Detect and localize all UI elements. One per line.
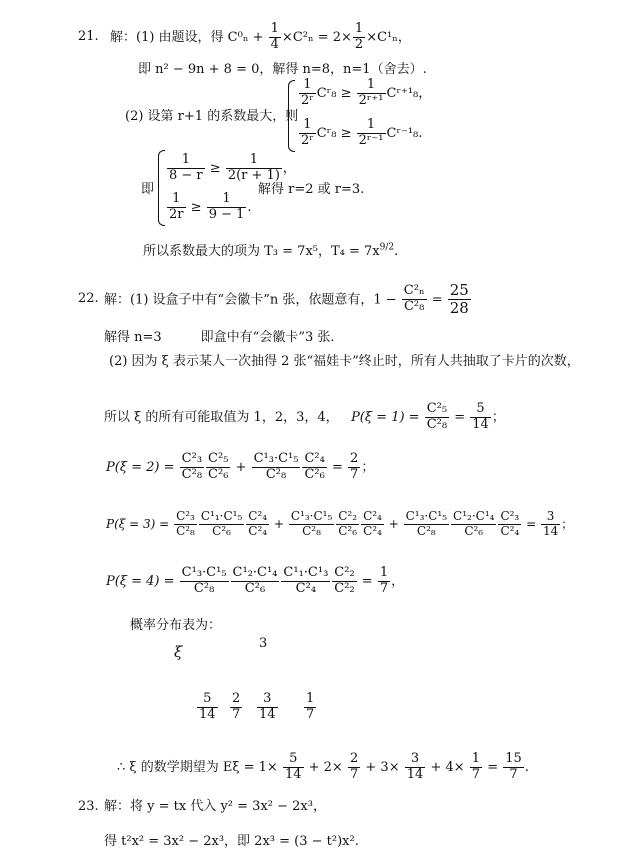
q22-line2: 解得 n=3 即盒中有“会徽卡”3 张. [104, 330, 335, 345]
q22-number: 22. [78, 291, 99, 306]
q21-system1-row1: $\frac{1}{\text{2ʳ}}$ Cʳ₈ ≥ $\frac{1}{\text{2ʳ⁺¹}}$ Cʳ⁺¹₈， [301, 77, 432, 108]
q22-line4: 所以 ξ 的所有可能取值为 1，2，3，4， P(ξ = 1) = $\frac{\text{C²₅}}{\text{C²₈}}$ = $\frac{5}{14}$ ； [104, 401, 505, 432]
q21-line1-text-a: 解：(1) 由题设，得 C [110, 29, 238, 45]
q21-line1-text-d: ×C¹ₙ， [366, 29, 411, 45]
q22-dist-xi: ξ [174, 643, 183, 661]
q22-line3: (2) 因为 ξ 表示某人一次抽得 2 张“福娃卡”终止时，所有人共抽取了卡片的次数， [109, 354, 580, 369]
q22-dist-prob-1: $\frac{5}{14}$ [199, 691, 216, 722]
q21-system1-row2: $\frac{1}{\text{2ʳ}}$ Cʳ₈ ≥ $\frac{1}{\text{2ʳ⁻¹}}$ Cʳ⁻¹₈. [301, 117, 423, 148]
q22-prob-3: P(ξ = 3) = $\frac{\text{C²₃}}{\text{C²₈}}$ $\frac{\text{C¹₁·C¹₅}}{\text{C²₆}}$ $\frac{\text{C²₄}}{\text{C²₄}}$ + $\frac{\text{C¹₃·C¹₅}}{\text{C²₈}}$ $\frac{\text{C²₂}}{\text{C²₆}}$ $\frac{\text{C²₄}}{\text{C²₄}}$ + $\frac{\text{C¹₃·C¹₅}}{\text{C²₈}}$ $\frac{\text{C¹₂·C¹₄}}{\text{C²₆}}$ $\frac{\text{C²₃}}{\text{C²₄}}$ = $\frac{3}{14}$ ； [106, 509, 574, 538]
q22-line1: 解：(1) 设盒子中有“会徽卡”n 张，依题意有，1 − $\frac{\text{C²ₙ}}{\text{C²₈}}$ = $\frac{25}{28}$ [104, 281, 469, 318]
q21-system2-row2: $\frac{1}{2r}$ ≥ $\frac{1}{9 - 1}$ . [169, 191, 252, 222]
q21-line2: 即 n² − 9n + 8 = 0，解得 n=8，n=1（舍去）. [138, 62, 427, 77]
q21-line1 [110, 22, 411, 53]
q22-expectation: ∴ ξ 的数学期望为 Eξ = 1× $\frac{5}{14}$ + 2× $\frac{2}{7}$ + 3× $\frac{3}{14}$ + 4× $\frac{1}{7}$ = $\frac{15}{7}$ . [117, 751, 529, 782]
q23-line1: 解：将 y = tx 代入 y² = 3x² − 2x³， [104, 799, 326, 814]
q22-prob-2: P(ξ = 2) = $\frac{\text{C²₃}}{\text{C²₈}}$ $\frac{\text{C²₅}}{\text{C²₆}}$ + $\frac{\text{C¹₃·C¹₅}}{\text{C²₈}}$ $\frac{\text{C²₄}}{\text{C²₆}}$ = $\frac{2}{7}$ ； [106, 451, 375, 482]
q21-system-brace-1 [288, 80, 295, 152]
q21-system2-row1: $\frac{1}{8 - r}$ ≥ $\frac{1}{2(r + 1)}$ ， [169, 152, 296, 183]
q21-frac-1-4: $\frac{1}{4}$ [270, 21, 279, 52]
q21-number: 21. [78, 29, 99, 44]
q21-line1-text-c: ×C²ₙ = 2× [281, 29, 352, 45]
q23-number: 23. [78, 799, 99, 814]
q21-line3: (2) 设第 r+1 的系数最大，则 [125, 109, 299, 124]
q21-exponent: 9/2 [379, 242, 395, 253]
q22-dist-prob-2: $\frac{2}{7}$ [232, 691, 241, 722]
q21-result: 解得 r=2 或 r=3. [258, 182, 365, 197]
q22-dist-value-3: 3 [259, 636, 268, 651]
q21-frac-1-2: $\frac{1}{2}$ [354, 21, 364, 52]
q22-dist-prob-3: $\frac{3}{14}$ [259, 691, 276, 722]
q21-line1-text-b: ⁰ₙ + [237, 29, 268, 45]
q22-prob-4: P(ξ = 4) = $\frac{\text{C¹₃·C¹₅}}{\text{C²₈}}$ $\frac{\text{C¹₂·C¹₄}}{\text{C²₆}}$ $\frac{\text{C¹₁·C¹₃}}{\text{C²₄}}$ $\frac{\text{C²₂}}{\text{C²₂}}$ = $\frac{1}{7}$ ， [106, 565, 405, 596]
q23-line2: 得 t²x² = 3x² − 2x³，即 2x³ = (3 − t²)x². [104, 834, 359, 849]
q21-line4-prefix: 即 [141, 182, 155, 197]
q21-line5: 所以系数最大的项为 T₃ = 7x⁵，$T_4 = 7x^{9/2}$. [143, 242, 399, 259]
q21-system-brace-2 [158, 150, 165, 226]
q22-dist-prob-4: $\frac{1}{7}$ [306, 691, 315, 722]
q22-dist-title: 概率分布表为： [130, 618, 222, 633]
